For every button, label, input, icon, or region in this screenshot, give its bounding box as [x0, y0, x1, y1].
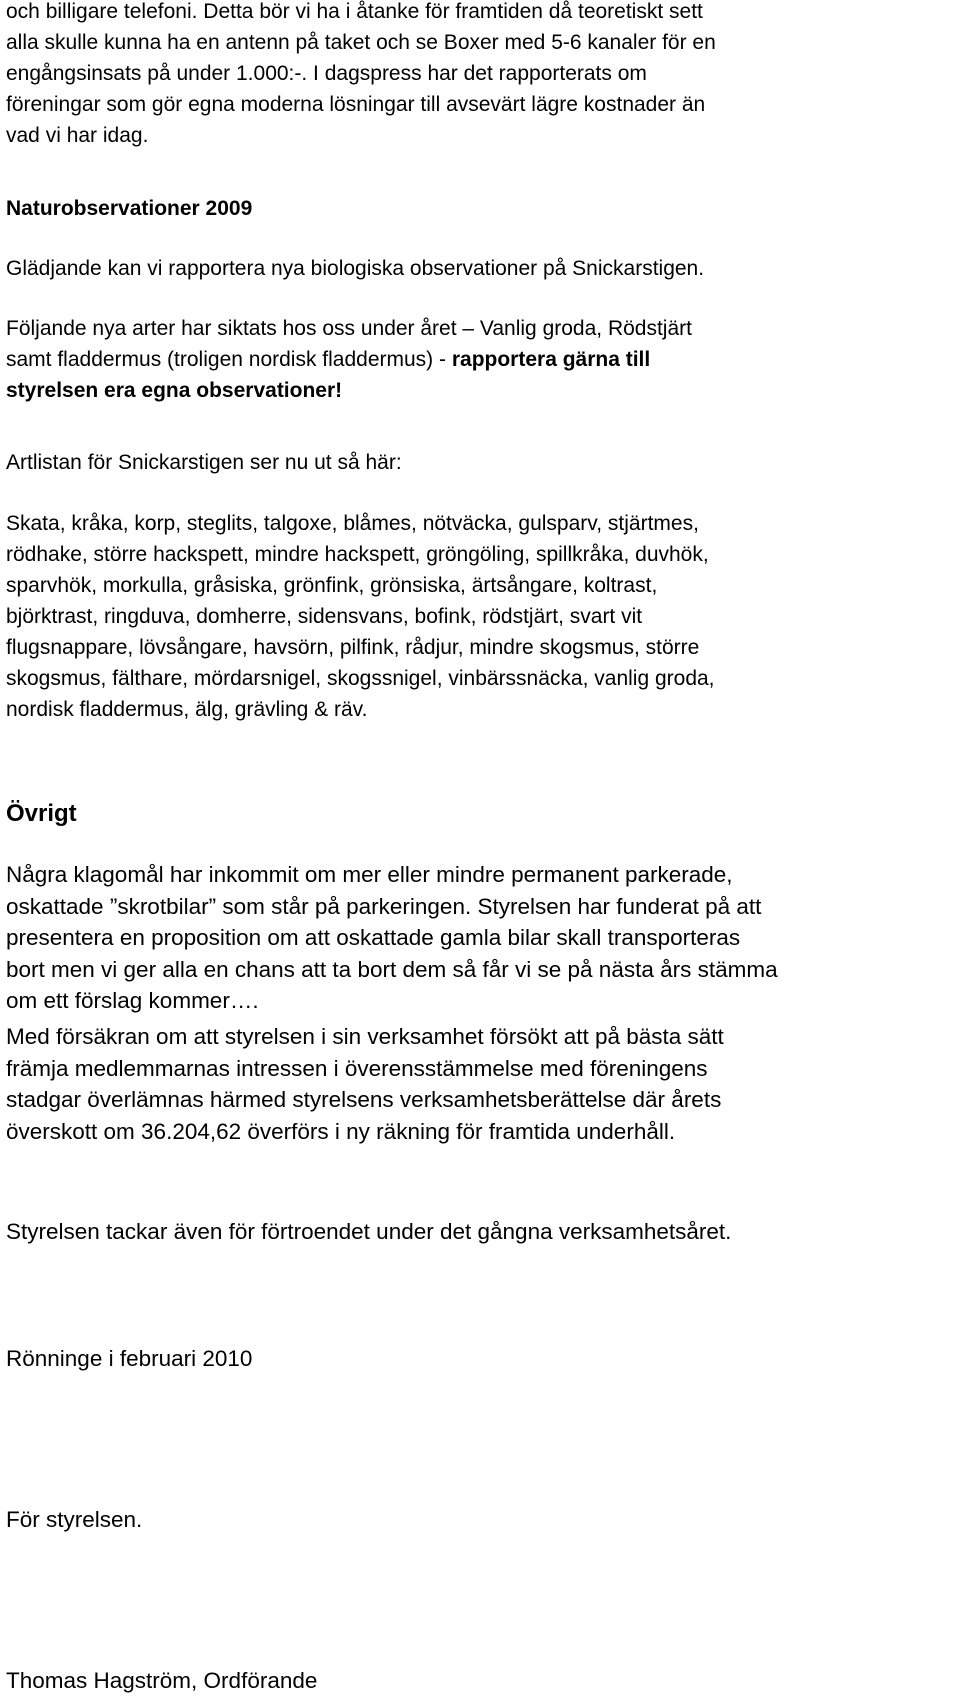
- signature: Thomas Hagström, Ordförande: [6, 1668, 318, 1693]
- place-date: Rönninge i februari 2010: [6, 1346, 253, 1371]
- ovrigt-paragraph-2: Med försäkran om att styrelsen i sin verksamhet försökt att på bästa sätt främja medlemmarnas intressen i överensstämmelse med föreningens stadgar överlämnas härmed styrelsens verksamhetsberättelse där årets överskott om 36.204,62 överförs i ny räkning för framtida underhåll.: [6, 1024, 724, 1144]
- nature-paragraph-2: [6, 313, 692, 406]
- nature-paragraph-2-emphasis: rapportera gärna till styrelsen era egna observationer!: [6, 348, 651, 402]
- section-heading-naturobservationer: Naturobservationer 2009: [6, 197, 253, 220]
- ovrigt-paragraph-3: Styrelsen tackar även för förtroendet under det gångna verksamhetsåret.: [6, 1219, 732, 1244]
- intro-paragraph: och billigare telefoni. Detta bör vi ha i åtanke för framtiden då teoretiskt sett alla skulle kunna ha en antenn på taket och se Boxer med 5-6 kanaler för en engångsinsats på under 1.000:-. I dagspress har det rapporterats om föreningar som gör egna moderna lösningar till avsevärt lägre kostnader än vad vi har idag.: [6, 0, 716, 147]
- nature-paragraph-1: Glädjande kan vi rapportera nya biologiska observationer på Snickarstigen.: [6, 257, 705, 280]
- species-list-intro: Artlistan för Snickarstigen ser nu ut så här:: [6, 451, 402, 474]
- nature-paragraph-2-text: Följande nya arter har siktats hos oss under året – Vanlig groda, Rödstjärt samt fladdermus (troligen nordisk fladdermus) -: [6, 317, 692, 371]
- ovrigt-paragraph-1: Några klagomål har inkommit om mer eller mindre permanent parkerade, oskattade ”skrotbilar” som står på parkeringen. Styrelsen har funderat på att presentera en proposition om att oskattade gamla bilar skall transporteras bort men vi ger alla en chans att ta bort dem så får vi se på nästa års stämma om ett förslag kommer….: [6, 862, 778, 1013]
- species-list: Skata, kråka, korp, steglits, talgoxe, blåmes, nötväcka, gulsparv, stjärtmes, rödhake, större hackspett, mindre hackspett, gröngöling, spillkråka, duvhök, sparvhök, morkulla, gråsiska, grönfink, grönsiska, ärtsångare, koltrast, björktrast, ringduva, domherre, sidensvans, bofink, rödstjärt, svart vit flugsnappare, lövsångare, havsörn, pilfink, rådjur, mindre skogsmus, större skogsmus, fälthare, mördarsnigel, skogssnigel, vinbärssnäcka, vanlig groda, nordisk fladdermus, älg, grävling & räv.: [6, 512, 715, 721]
- signoff: För styrelsen.: [6, 1507, 143, 1532]
- section-heading-ovrigt: Övrigt: [6, 800, 77, 827]
